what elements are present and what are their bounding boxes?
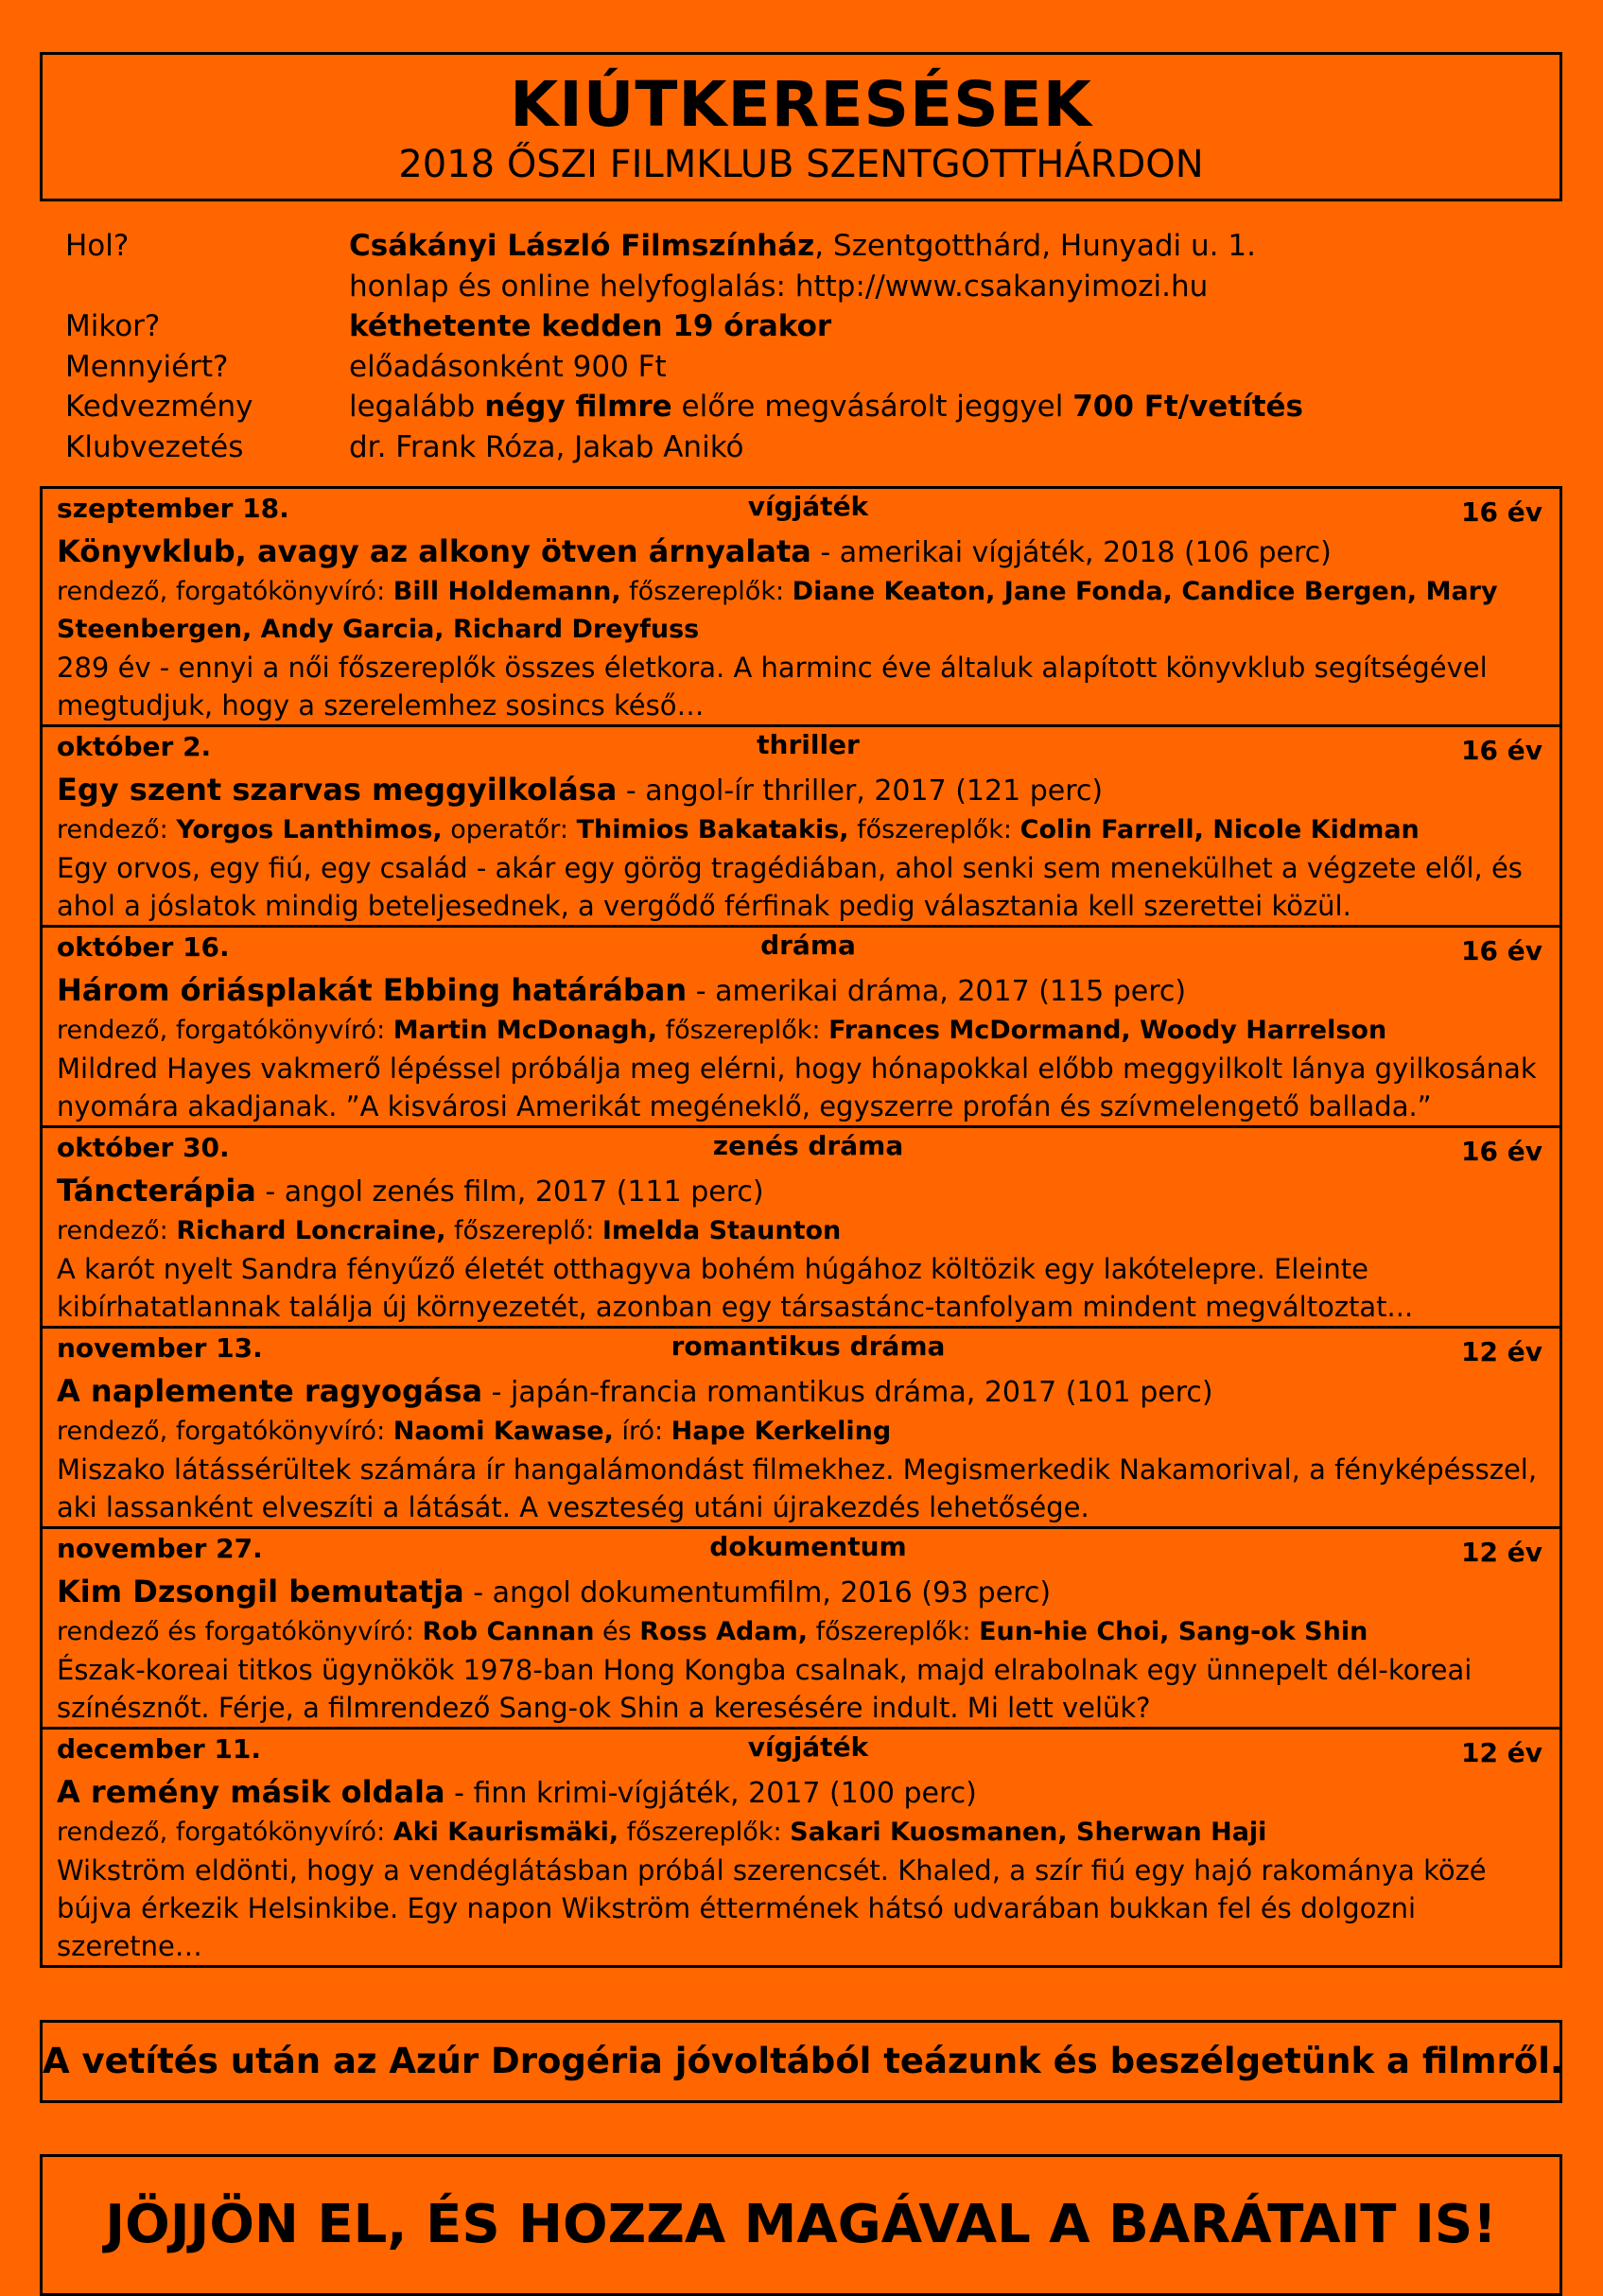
film-title-line <box>57 531 1559 573</box>
film-date: október 30. <box>57 1132 230 1163</box>
film-details: - amerikai dráma, 2017 (115 perc) <box>687 975 1187 1008</box>
info-value-klub: dr. Frank Róza, Jakab Anikó <box>349 429 744 464</box>
credit-label: főszereplők: <box>808 1617 980 1646</box>
credit-label: főszereplők: <box>848 815 1020 844</box>
film-genre: vígjáték <box>747 1731 869 1763</box>
film-header <box>57 1329 1559 1371</box>
film-entry <box>43 1526 1559 1727</box>
film-entry <box>43 724 1559 925</box>
film-title: Egy szent szarvas meggyilkolása <box>57 772 618 808</box>
age-rating: 12 év <box>1461 1336 1542 1367</box>
film-credits <box>57 1613 1559 1651</box>
info-value-mikor: kéthetente kedden 19 órakor <box>349 309 832 343</box>
info-label-klub: Klubvezetés <box>65 429 244 464</box>
film-credits <box>57 1413 1559 1451</box>
invite-banner: JÖJJÖN EL, ÉS HOZZA MAGÁVAL A BARÁTAIT IS! <box>40 2154 1562 2296</box>
poster <box>40 52 1562 2296</box>
info-label-mennyiert: Mennyiért? <box>65 349 229 384</box>
film-title: A remény másik oldala <box>57 1774 445 1810</box>
credit-label: rendező, forgatókönyvíró: <box>57 1818 393 1847</box>
discount-bold-1: négy filmre <box>484 390 672 424</box>
film-date: december 11. <box>57 1733 261 1765</box>
credit-names: Bill Holdemann, <box>392 577 621 606</box>
credit-names: Thimios Bakatakis, <box>576 815 849 844</box>
film-date: november 27. <box>57 1533 263 1564</box>
film-date: október 2. <box>57 731 212 762</box>
credit-label: rendező, forgatókönyvíró: <box>57 577 393 606</box>
credit-names: Naomi Kawase, <box>392 1417 614 1446</box>
credit-names: Eun-hie Choi, Sang-ok Shin <box>979 1617 1368 1646</box>
film-details: - angol zenés film, 2017 (111 perc) <box>255 1175 764 1209</box>
film-credits <box>57 1814 1559 1852</box>
discount-text-1: legalább <box>349 390 485 424</box>
film-details: - japán-francia romantikus dráma, 2017 (101 perc) <box>482 1376 1213 1409</box>
film-entry <box>43 489 1559 724</box>
website-text: honlap és online helyfoglalás: http://www.csakanyimozi.hu <box>349 269 1209 304</box>
film-title-line <box>57 1171 1559 1212</box>
venue-name: Csákányi László Filmszínház <box>349 229 815 263</box>
film-description: 289 év - ennyi a női főszereplők összes életkora. A harminc éve általuk alapított könyvklub segítségével megtudjuk, hogy a szerelemhez sosincs késő… <box>57 652 1488 722</box>
age-rating: 12 év <box>1461 1737 1542 1768</box>
film-title: Könyvklub, avagy az alkony ötven árnyalata <box>57 533 811 569</box>
info-row-hol <box>65 226 1562 267</box>
age-rating: 12 év <box>1461 1537 1542 1568</box>
credit-names: Sakari Kuosmanen, Sherwan Haji <box>790 1818 1267 1847</box>
info-row-kedvezmeny <box>65 387 1562 427</box>
film-header <box>57 1730 1559 1772</box>
credit-label: és <box>594 1617 640 1646</box>
credit-names: Aki Kaurismäki, <box>392 1818 619 1847</box>
film-title-line <box>57 970 1559 1012</box>
credit-names: Martin McDonagh, <box>392 1016 658 1045</box>
film-title-line <box>57 1371 1559 1413</box>
film-title: A naplemente ragyogása <box>57 1373 483 1409</box>
age-rating: 16 év <box>1461 935 1542 966</box>
info-label-kedvezmeny: Kedvezmény <box>65 390 253 424</box>
film-details: - amerikai vígjáték, 2018 (106 perc) <box>810 536 1332 569</box>
film-genre: thriller <box>757 729 860 760</box>
film-date: szeptember 18. <box>57 493 289 524</box>
info-row-mennyiert <box>65 347 1562 388</box>
credit-label: főszereplők: <box>620 577 793 606</box>
credit-names: Rob Cannan <box>422 1617 595 1646</box>
film-credits <box>57 811 1559 849</box>
film-header <box>57 727 1559 770</box>
film-title-line <box>57 770 1559 811</box>
film-entry <box>43 925 1559 1125</box>
info-label-hol: Hol? <box>65 229 130 263</box>
film-description: Miszako látássérültek számára ír hangalámondást filmekhez. Megismerkedik Nakamorival, a fényképésszel, aki lassanként elveszíti a látását. A veszteség utáni újrakezdés lehetősége. <box>57 1453 1538 1523</box>
page-subtitle: 2018 ŐSZI FILMKLUB SZENTGOTTHÁRDON <box>398 143 1204 186</box>
credit-names: Frances McDormand, Woody Harrelson <box>828 1016 1387 1045</box>
discount-text-2: előre megvásárolt jeggyel <box>671 390 1073 424</box>
credit-label: főszereplők: <box>657 1016 829 1045</box>
film-credits <box>57 1212 1559 1250</box>
credit-names: Colin Farrell, Nicole Kidman <box>1019 815 1420 844</box>
title-box <box>40 52 1562 201</box>
credit-label: író: <box>613 1417 671 1446</box>
film-title-line <box>57 1572 1559 1613</box>
tea-banner: A vetítés után az Azúr Drogéria jóvoltából teázunk és beszélgetünk a filmről. <box>40 2020 1562 2103</box>
film-entry <box>43 1125 1559 1326</box>
info-row-web <box>65 267 1562 307</box>
film-credits <box>57 573 1559 649</box>
credit-label: rendező: <box>57 815 177 844</box>
film-details: - angol dokumentumfilm, 2016 (93 perc) <box>463 1576 1052 1609</box>
film-title: Három óriásplakát Ebbing határában <box>57 972 688 1008</box>
credit-label: operatőr: <box>442 815 577 844</box>
film-description: Észak-koreai titkos ügynökök 1978-ban Hong Kongba csalnak, majd elrabolnak egy ünnepelt dél-koreai színésznőt. Férje, a filmrendező Sang-ok Shin a keresésére indult. Mi lett velük? <box>57 1654 1472 1724</box>
info-value-mennyiert: előadásonként 900 Ft <box>349 349 667 384</box>
credit-label: rendező: <box>57 1216 177 1245</box>
film-genre: romantikus dráma <box>671 1331 946 1362</box>
film-header <box>57 489 1559 531</box>
film-header <box>57 1128 1559 1171</box>
discount-bold-2: 700 Ft/vetítés <box>1072 390 1304 424</box>
credit-label: főszereplők: <box>619 1818 791 1847</box>
film-entry <box>43 1326 1559 1526</box>
film-title: Kim Dzsongil bemutatja <box>57 1574 464 1609</box>
credit-names: Richard Loncraine, <box>176 1216 446 1245</box>
credit-names: Ross Adam, <box>639 1617 808 1646</box>
credit-label: főszereplő: <box>445 1216 602 1245</box>
age-rating: 16 év <box>1461 496 1542 528</box>
credit-names: Hape Kerkeling <box>671 1417 892 1446</box>
venue-address: , Szentgotthárd, Hunyadi u. 1. <box>814 229 1256 263</box>
film-description: Egy orvos, egy fiú, egy család - akár egy görög tragédiában, ahol senki sem menekülhet a végzete elől, és ahol a jóslatok mindig beteljesednek, a vergődő férfinak pedig választania kell szerettei közül. <box>57 852 1523 922</box>
film-description: Mildred Hayes vakmerő lépéssel próbálja meg elérni, hogy hónapokkal előbb meggyilkolt lánya gyilkosának nyomára akadjanak. ”A kisvárosi Amerikát megéneklő, egyszerre profán és szívmelengető ballada.” <box>57 1052 1537 1122</box>
info-label-mikor: Mikor? <box>65 309 161 343</box>
film-genre: dráma <box>760 930 856 961</box>
film-genre: zenés dráma <box>712 1130 904 1161</box>
film-description: A karót nyelt Sandra fényűző életét otthagyva bohém húgához költözik egy lakótelepre. Eleinte kibírhatatlannak találja új környezetét, azonban egy társastánc-tanfolyam mindent megváltoztat... <box>57 1253 1414 1323</box>
film-details: - angol-ír thriller, 2017 (121 perc) <box>617 774 1104 808</box>
film-list <box>40 486 1562 1968</box>
page-title: KIÚTKERESÉSEK <box>510 68 1092 141</box>
film-genre: vígjáték <box>747 491 869 522</box>
info-table <box>65 226 1562 467</box>
credit-names: Yorgos Lanthimos, <box>176 815 443 844</box>
film-title: Táncterápia <box>57 1173 256 1209</box>
info-row-klub <box>65 427 1562 468</box>
age-rating: 16 év <box>1461 1136 1542 1167</box>
film-date: október 16. <box>57 931 230 963</box>
film-description: Wikström eldönti, hogy a vendéglátásban próbál szerencsét. Khaled, a szír fiú egy hajó rakománya közé bújva érkezik Helsinkibe. Egy napon Wikström éttermének hátsó udvarában bukkan fel és dolgozni szeretne… <box>57 1854 1487 1962</box>
film-credits <box>57 1012 1559 1050</box>
film-entry <box>43 1727 1559 1965</box>
credit-label: rendező, forgatókönyvíró: <box>57 1417 393 1446</box>
age-rating: 16 év <box>1461 735 1542 766</box>
film-header <box>57 928 1559 970</box>
credit-names: Imelda Staunton <box>601 1216 842 1245</box>
film-title-line <box>57 1772 1559 1814</box>
credit-names: Diane Keaton, Jane Fonda, Candice Bergen, Mary Steenbergen, Andy Garcia, Richard Dreyfuss <box>57 577 1498 644</box>
credit-label: rendező és forgatókönyvíró: <box>57 1617 423 1646</box>
film-header <box>57 1529 1559 1572</box>
film-details: - finn krimi-vígjáték, 2017 (100 perc) <box>444 1777 977 1810</box>
credit-label: rendező, forgatókönyvíró: <box>57 1016 393 1045</box>
info-row-mikor <box>65 306 1562 347</box>
film-date: november 13. <box>57 1332 263 1364</box>
film-genre: dokumentum <box>709 1531 907 1562</box>
